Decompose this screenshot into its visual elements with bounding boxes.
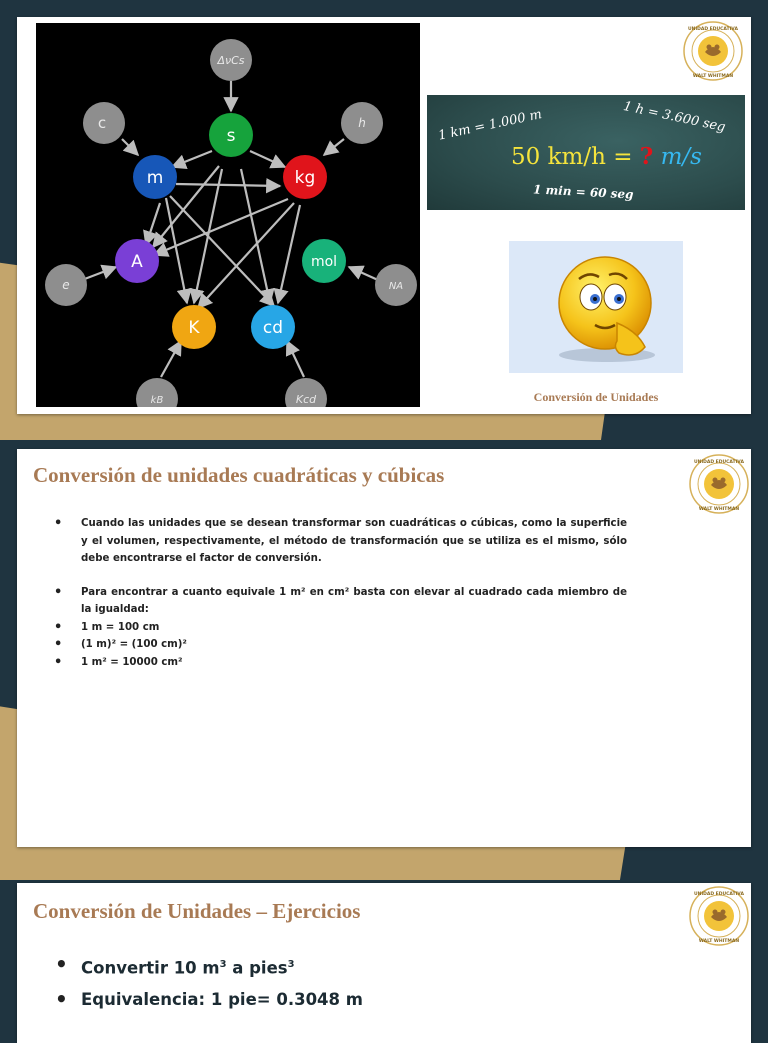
- svg-text:m: m: [146, 168, 164, 188]
- const-delta-nu: ΔνCs: [217, 54, 245, 67]
- svg-text:kg: kg: [294, 168, 316, 188]
- svg-text:Kcd: Kcd: [295, 393, 317, 406]
- svg-text:A: A: [131, 252, 143, 272]
- svg-text:cd: cd: [262, 318, 284, 338]
- thinking-face-icon: [509, 241, 683, 373]
- slide-2-title: Conversión de unidades cuadráticas y cúbicas: [33, 463, 445, 487]
- svg-text:UNIDAD EDUCATIVA: UNIDAD EDUCATIVA: [694, 892, 744, 897]
- slide-3: [17, 883, 751, 1043]
- si-units-diagram: [36, 23, 420, 407]
- slide-3-title: Conversión de Unidades – Ejercicios: [33, 899, 361, 923]
- svg-text:NA: NA: [388, 281, 404, 292]
- svg-text:WALT WHITMAN: WALT WHITMAN: [698, 507, 740, 512]
- banner-question: ?: [639, 143, 654, 170]
- school-seal-logo: [689, 454, 749, 514]
- list-item: • Convertir 10 $m^3$ a pies$^3$: [81, 949, 681, 984]
- svg-text:kB: kB: [150, 395, 164, 406]
- svg-text:c: c: [97, 114, 107, 132]
- slide-1: [17, 17, 751, 414]
- svg-text:WALT WHITMAN: WALT WHITMAN: [698, 939, 740, 944]
- svg-text:h: h: [358, 116, 366, 130]
- school-seal-logo: [683, 21, 743, 81]
- school-seal-logo: [689, 886, 749, 946]
- slide-2-bullets: [81, 515, 627, 671]
- list-item: • Cuando las unidades que se desean transformar son cuadráticas o cúbicas, como la superficie y el volumen, respectivamente, el método de transformación que se utiliza es el mismo, sólo debe encontrarse el factor de conversión.: [81, 515, 627, 568]
- svg-text:UNIDAD EDUCATIVA: UNIDAD EDUCATIVA: [694, 460, 744, 465]
- banner-km: 1 km = 1.000 m: [437, 107, 544, 144]
- banner-min: 1 min = 60 seg: [532, 182, 634, 202]
- banner-equation-left: 50 km/h =: [511, 144, 633, 170]
- svg-text:e: e: [62, 278, 70, 292]
- list-item: • 1 m = 100 cm: [81, 619, 627, 637]
- list-item: • (1 m)² = (100 cm)²: [81, 636, 627, 654]
- banner-h: 1 h = 3.600 seg: [621, 99, 727, 136]
- banner-equation-right: m/s: [660, 144, 702, 170]
- slide-1-caption: Conversión de Unidades: [533, 390, 659, 404]
- slide-3-bullets: [81, 949, 681, 1015]
- list-item: • Para encontrar a cuanto equivale 1 m² en cm² basta con elevar al cuadrado cada miembro de la igualdad:: [81, 584, 627, 619]
- thinking-emoji-panel: [509, 241, 683, 373]
- svg-text:K: K: [188, 318, 200, 338]
- svg-text:WALT WHITMAN: WALT WHITMAN: [692, 74, 734, 79]
- slide-2: [17, 449, 751, 847]
- svg-text:mol: mol: [310, 254, 338, 270]
- list-item: • Equivalencia: 1 pie= 0.3048 m: [81, 984, 681, 1015]
- list-item: • 1 m² = 10000 cm²: [81, 654, 627, 672]
- svg-text:UNIDAD EDUCATIVA: UNIDAD EDUCATIVA: [688, 27, 738, 32]
- svg-text:s: s: [226, 126, 236, 146]
- conversion-banner: [427, 95, 745, 210]
